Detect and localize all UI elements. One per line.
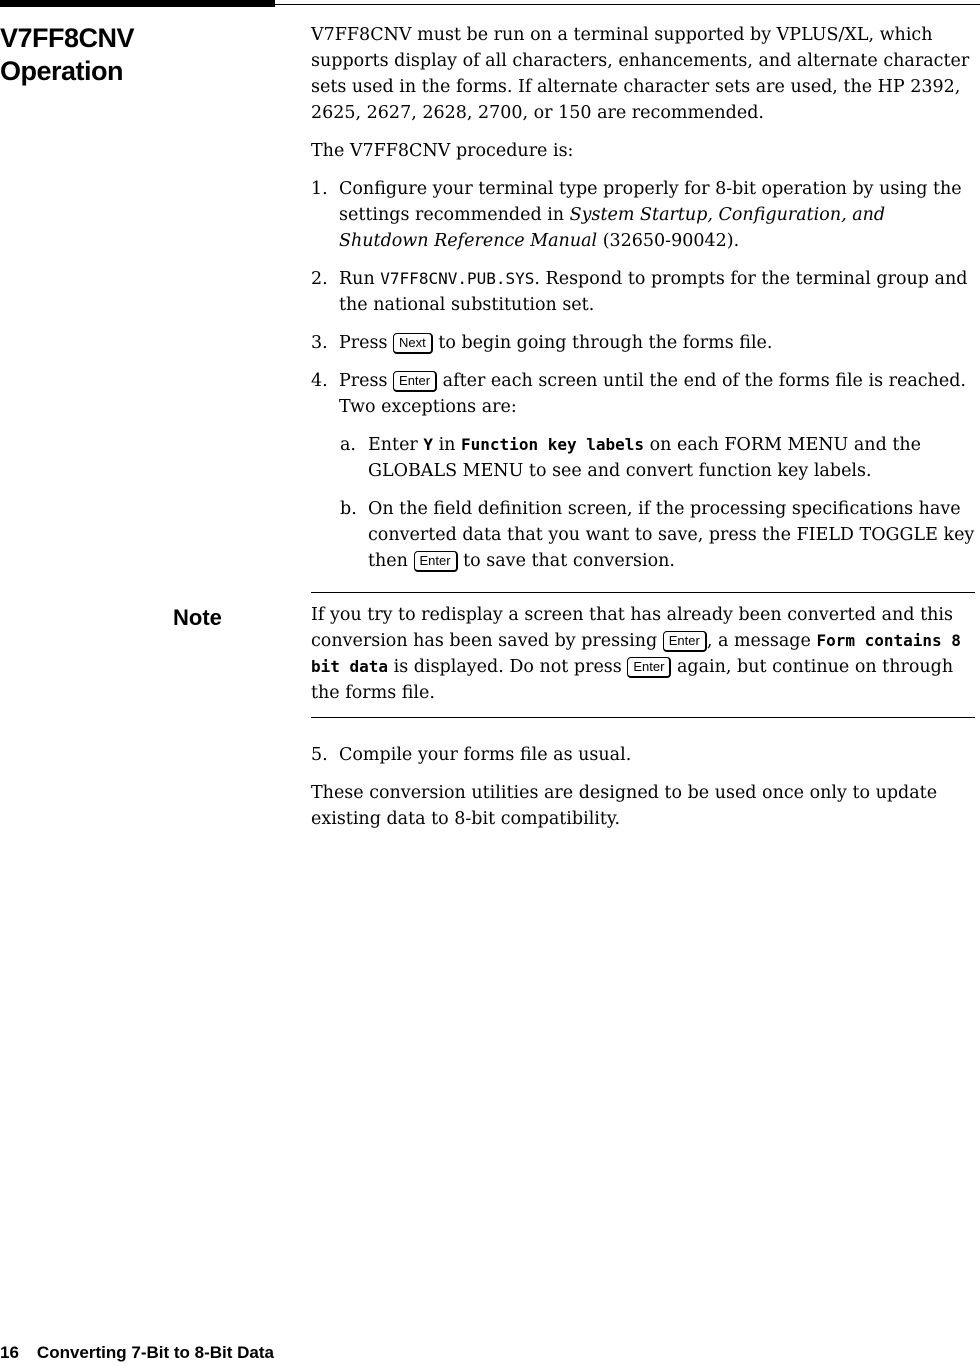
step-5 [311,742,975,768]
step-1 [311,176,975,254]
step-4b [311,496,975,574]
command-name: V7FF8CNV.PUB.SYS [380,269,535,288]
step-number: 4. [311,371,328,391]
step-3 [311,330,975,356]
step-text: Compile your forms file as usual. [339,745,632,765]
note-text-part: is displayed. Do not press [388,657,628,677]
step-text: after each screen until the end of the forms file is reached. Two exceptions are: [339,371,966,417]
step-text: in [433,435,462,455]
note-text-part: , a message [706,631,817,651]
note-text-part: If you try to redisplay a screen that has already been converted and this conversion has been saved by pressing [311,605,953,651]
entry-value: Y [423,435,434,454]
next-key-cap: Next [393,333,433,354]
step-4a [311,432,975,484]
note-bottom-rule [311,717,975,718]
note-label: Note [173,605,222,630]
section-title-line1: V7FF8CNV [0,23,135,53]
step-text: Press [339,371,394,391]
section-title [0,22,200,88]
note-text [311,593,975,717]
procedure-intro: The V7FF8CNV procedure is: [311,141,574,161]
step-text: . Respond to prompts for the terminal group and the national substitution set. [339,269,968,315]
page-footer [0,1343,274,1363]
enter-key-cap: Enter [414,551,458,572]
message-text: Form contains 8 bit data [311,631,961,676]
step-text: Run [339,269,381,289]
step-number: 3. [311,333,328,353]
page-number: 16 [0,1343,19,1362]
step-number: 1. [311,179,328,199]
enter-key-cap: Enter [393,371,437,392]
closing-paragraph: These conversion utilities are designed to be used once only to update existing data to 8-bit compatibility. [311,783,938,829]
section-title-line2: Operation [0,56,124,86]
note-block [173,593,975,717]
step-number: b. [340,499,357,519]
step-text: Press [339,333,394,353]
enter-key-cap: Enter [663,631,707,652]
intro-paragraph: V7FF8CNV must be run on a terminal supported by VPLUS/XL, which supports display of all characters, enhancements, and alternate character sets used in the forms. If alternate character sets are used, the HP 2392, 2625, 2627, 2628, 2700, or 150 are recommended. [311,25,970,123]
step-number: 2. [311,269,328,289]
header-rule-thin [275,4,980,5]
note-text-part: again, but continue on through the forms file. [311,657,954,703]
step-2 [311,266,975,318]
step-text: to begin going through the forms file. [432,333,773,353]
manual-reference: System Startup, Configuration, and Shutdown Reference Manual [339,205,886,251]
step-number: 5. [311,745,328,765]
step-text: Configure your terminal type properly for 8-bit operation by using the settings recommended in [339,179,962,225]
field-name: Function key labels [461,435,645,454]
step-4 [311,368,975,420]
enter-key-cap: Enter [627,657,671,678]
step-text: to save that conversion. [457,551,675,571]
body-content [173,22,975,844]
step-text: On the field definition screen, if the processing specifications have converted data that you want to save, press the FIELD TOGGLE key then [368,499,975,571]
step-text: Enter [368,435,424,455]
footer-title: Converting 7-Bit to 8-Bit Data [36,1343,274,1362]
step-text: on each FORM MENU and the GLOBALS MENU to see and convert function key labels. [368,435,921,481]
header-rule-thick [0,0,275,7]
step-number: a. [340,435,356,455]
step-text: (32650-90042). [597,231,740,251]
